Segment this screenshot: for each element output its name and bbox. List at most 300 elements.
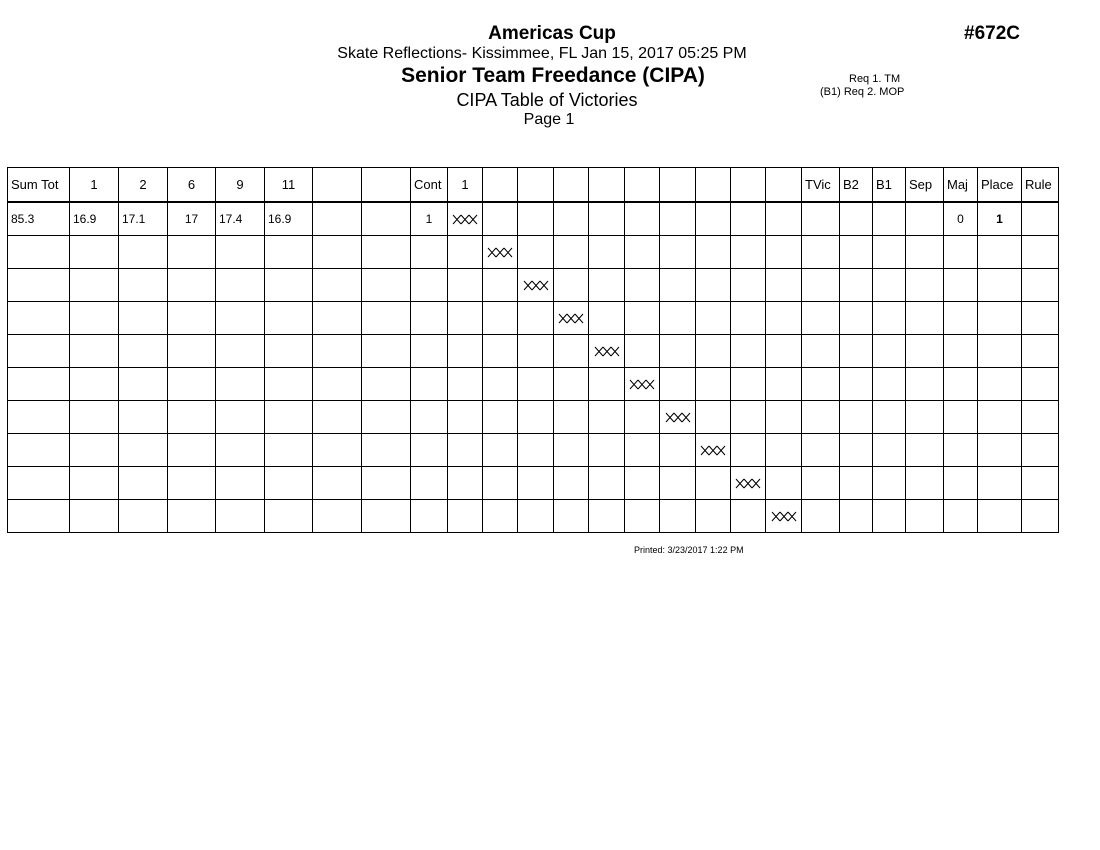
table-cell xyxy=(8,335,70,368)
table-cell xyxy=(978,335,1022,368)
table-cell xyxy=(873,500,906,533)
table-cell xyxy=(518,368,554,401)
table-cell xyxy=(873,302,906,335)
table-cell xyxy=(766,401,802,434)
table-cell xyxy=(216,269,265,302)
table-cell xyxy=(731,269,766,302)
table-cell xyxy=(483,302,518,335)
table-cell xyxy=(119,368,168,401)
table-cell xyxy=(411,500,448,533)
table-cell xyxy=(313,269,362,302)
table-cell xyxy=(70,236,119,269)
table-cell: 17.4 xyxy=(216,202,265,236)
table-cell xyxy=(906,236,944,269)
table-cell xyxy=(265,236,313,269)
table-cell xyxy=(873,335,906,368)
table-cell xyxy=(313,500,362,533)
table-cell xyxy=(1022,467,1059,500)
table-title: CIPA Table of Victories xyxy=(456,90,638,110)
table-cell xyxy=(70,500,119,533)
table-cell xyxy=(589,500,625,533)
table-cell xyxy=(216,302,265,335)
table-cell xyxy=(766,302,802,335)
table-cell xyxy=(766,335,802,368)
self-cell-marker xyxy=(589,335,625,368)
table-cell xyxy=(696,202,731,236)
table-row xyxy=(8,236,1059,269)
venue-date-line: Skate Reflections- Kissimmee, FL Jan 15, 2017 05:25 PM xyxy=(337,45,747,62)
table-cell xyxy=(802,335,840,368)
table-cell xyxy=(906,302,944,335)
table-cell xyxy=(1022,500,1059,533)
table-cell xyxy=(802,401,840,434)
table-cell xyxy=(8,368,70,401)
table-cell xyxy=(411,368,448,401)
table-cell xyxy=(554,500,589,533)
table-cell xyxy=(119,269,168,302)
table-cell xyxy=(70,401,119,434)
table-cell xyxy=(554,269,589,302)
table-cell xyxy=(978,269,1022,302)
table-cell xyxy=(265,302,313,335)
table-cell xyxy=(518,335,554,368)
table-cell xyxy=(589,467,625,500)
table-cell xyxy=(265,368,313,401)
table-cell xyxy=(362,401,411,434)
column-header: Maj xyxy=(944,168,978,203)
column-header: 11 xyxy=(265,168,313,203)
table-cell xyxy=(483,202,518,236)
table-cell: 0 xyxy=(944,202,978,236)
table-cell xyxy=(660,467,696,500)
column-header xyxy=(625,168,660,203)
table-cell xyxy=(944,269,978,302)
table-cell xyxy=(483,368,518,401)
table-cell xyxy=(660,236,696,269)
table-cell xyxy=(906,368,944,401)
column-header: Cont xyxy=(411,168,448,203)
table-cell xyxy=(168,500,216,533)
column-header: 9 xyxy=(216,168,265,203)
table-cell xyxy=(978,368,1022,401)
table-cell xyxy=(8,434,70,467)
table-cell xyxy=(944,236,978,269)
table-cell xyxy=(840,269,873,302)
table-cell xyxy=(625,335,660,368)
table-row xyxy=(8,467,1059,500)
table-cell xyxy=(660,302,696,335)
table-cell xyxy=(119,302,168,335)
table-cell xyxy=(448,269,483,302)
column-header xyxy=(362,168,411,203)
table-cell xyxy=(411,434,448,467)
table-cell xyxy=(589,269,625,302)
table-cell xyxy=(119,401,168,434)
table-cell xyxy=(448,368,483,401)
self-cell-marker xyxy=(554,302,589,335)
table-cell xyxy=(448,434,483,467)
table-cell xyxy=(944,368,978,401)
table-cell xyxy=(518,467,554,500)
table-cell xyxy=(313,202,362,236)
table-cell xyxy=(1022,236,1059,269)
table-cell xyxy=(840,335,873,368)
table-cell xyxy=(70,368,119,401)
table-cell: 17.1 xyxy=(119,202,168,236)
table-cell xyxy=(802,467,840,500)
table-row xyxy=(8,269,1059,302)
requirement-2: (B1) Req 2. MOP xyxy=(820,86,905,98)
table-cell xyxy=(518,302,554,335)
table-cell xyxy=(625,236,660,269)
table-cell xyxy=(70,335,119,368)
self-cell-marker xyxy=(518,269,554,302)
table-cell xyxy=(411,302,448,335)
table-cell xyxy=(168,269,216,302)
table-cell xyxy=(731,500,766,533)
table-cell xyxy=(362,302,411,335)
table-cell xyxy=(216,368,265,401)
table-cell xyxy=(660,434,696,467)
table-cell xyxy=(802,269,840,302)
table-cell: 16.9 xyxy=(70,202,119,236)
column-header xyxy=(766,168,802,203)
column-header: 2 xyxy=(119,168,168,203)
column-header xyxy=(554,168,589,203)
column-header xyxy=(518,168,554,203)
table-cell xyxy=(518,401,554,434)
table-cell xyxy=(448,335,483,368)
table-cell xyxy=(766,236,802,269)
column-header: Sum Tot xyxy=(8,168,70,203)
table-cell xyxy=(840,467,873,500)
table-cell xyxy=(660,500,696,533)
table-cell xyxy=(313,335,362,368)
table-cell xyxy=(448,401,483,434)
victories-table xyxy=(7,167,1059,533)
table-cell xyxy=(411,236,448,269)
self-cell-marker xyxy=(660,401,696,434)
table-cell xyxy=(362,434,411,467)
table-cell xyxy=(802,368,840,401)
table-cell xyxy=(448,467,483,500)
table-cell xyxy=(216,401,265,434)
table-cell xyxy=(168,368,216,401)
table-cell xyxy=(696,467,731,500)
column-header xyxy=(731,168,766,203)
table-cell xyxy=(906,269,944,302)
event-name: Senior Team Freedance (CIPA) xyxy=(401,64,705,87)
table-cell xyxy=(168,335,216,368)
table-cell xyxy=(944,500,978,533)
table-cell xyxy=(554,467,589,500)
table-cell xyxy=(119,500,168,533)
table-row xyxy=(8,401,1059,434)
table-row xyxy=(8,368,1059,401)
table-cell xyxy=(168,401,216,434)
table-cell xyxy=(265,467,313,500)
table-cell xyxy=(168,434,216,467)
column-header xyxy=(696,168,731,203)
table-cell xyxy=(731,335,766,368)
table-cell xyxy=(589,401,625,434)
table-cell xyxy=(1022,368,1059,401)
self-cell-marker xyxy=(625,368,660,401)
table-cell xyxy=(265,500,313,533)
table-cell xyxy=(168,302,216,335)
table-cell xyxy=(518,202,554,236)
table-cell xyxy=(313,302,362,335)
column-header: 1 xyxy=(70,168,119,203)
table-cell xyxy=(589,302,625,335)
column-header: Sep xyxy=(906,168,944,203)
table-cell: 1 xyxy=(978,202,1022,236)
table-cell xyxy=(8,269,70,302)
table-cell xyxy=(944,302,978,335)
table-cell xyxy=(840,500,873,533)
self-cell-marker xyxy=(448,202,483,236)
table-cell: 1 xyxy=(411,202,448,236)
table-cell xyxy=(265,269,313,302)
table-cell xyxy=(873,202,906,236)
table-cell xyxy=(119,236,168,269)
table-cell xyxy=(625,434,660,467)
table-cell xyxy=(660,368,696,401)
table-cell xyxy=(625,500,660,533)
table-cell xyxy=(168,236,216,269)
table-cell xyxy=(873,467,906,500)
table-cell: 17 xyxy=(168,202,216,236)
table-cell xyxy=(216,335,265,368)
table-cell xyxy=(119,335,168,368)
table-cell xyxy=(589,202,625,236)
requirement-1: Req 1. TM xyxy=(849,73,901,85)
table-cell xyxy=(313,434,362,467)
table-cell xyxy=(362,467,411,500)
column-header: TVic xyxy=(802,168,840,203)
table-cell xyxy=(906,335,944,368)
table-cell xyxy=(840,434,873,467)
table-cell xyxy=(660,269,696,302)
table-cell xyxy=(625,467,660,500)
table-cell xyxy=(840,401,873,434)
table-cell xyxy=(265,401,313,434)
table-cell xyxy=(802,202,840,236)
table-row xyxy=(8,335,1059,368)
table-cell xyxy=(8,302,70,335)
table-cell xyxy=(448,236,483,269)
table-cell xyxy=(554,335,589,368)
table-cell xyxy=(802,302,840,335)
table-cell xyxy=(589,434,625,467)
table-cell xyxy=(696,335,731,368)
table-cell xyxy=(1022,401,1059,434)
table-header-row xyxy=(8,168,1059,203)
column-header: 1 xyxy=(448,168,483,203)
table-cell xyxy=(906,467,944,500)
table-cell xyxy=(362,236,411,269)
table-cell xyxy=(696,236,731,269)
table-cell xyxy=(313,236,362,269)
column-header: Place xyxy=(978,168,1022,203)
table-cell xyxy=(313,401,362,434)
table-cell xyxy=(216,467,265,500)
table-cell xyxy=(70,467,119,500)
table-cell xyxy=(411,401,448,434)
table-cell xyxy=(696,302,731,335)
table-cell xyxy=(411,269,448,302)
table-cell xyxy=(411,335,448,368)
table-cell xyxy=(625,202,660,236)
column-header: 6 xyxy=(168,168,216,203)
table-cell xyxy=(8,467,70,500)
table-cell xyxy=(731,434,766,467)
table-cell xyxy=(978,236,1022,269)
table-row xyxy=(8,202,1059,236)
table-cell xyxy=(216,434,265,467)
page-number: Page 1 xyxy=(523,111,575,128)
table-cell xyxy=(483,467,518,500)
table-cell xyxy=(978,500,1022,533)
table-cell xyxy=(8,500,70,533)
table-cell xyxy=(731,236,766,269)
table-cell xyxy=(840,302,873,335)
table-cell xyxy=(483,335,518,368)
table-cell xyxy=(696,500,731,533)
table-cell xyxy=(518,434,554,467)
table-cell xyxy=(483,401,518,434)
table-cell xyxy=(625,302,660,335)
table-cell xyxy=(483,434,518,467)
column-header xyxy=(483,168,518,203)
table-cell xyxy=(696,401,731,434)
table-cell xyxy=(518,500,554,533)
column-header: B2 xyxy=(840,168,873,203)
table-cell xyxy=(313,368,362,401)
table-cell xyxy=(313,467,362,500)
column-header xyxy=(313,168,362,203)
table-cell xyxy=(554,368,589,401)
table-cell xyxy=(589,236,625,269)
table-cell xyxy=(554,236,589,269)
table-cell xyxy=(873,368,906,401)
column-header: B1 xyxy=(873,168,906,203)
table-cell xyxy=(119,467,168,500)
self-cell-marker xyxy=(766,500,802,533)
table-cell xyxy=(731,368,766,401)
table-cell xyxy=(70,434,119,467)
table-cell xyxy=(906,500,944,533)
table-cell xyxy=(873,401,906,434)
table-cell xyxy=(265,434,313,467)
table-cell xyxy=(978,434,1022,467)
table-cell xyxy=(362,269,411,302)
table-cell xyxy=(1022,202,1059,236)
table-cell xyxy=(625,401,660,434)
table-cell xyxy=(840,368,873,401)
table-cell xyxy=(362,368,411,401)
table-cell xyxy=(873,269,906,302)
table-cell xyxy=(554,202,589,236)
table-cell xyxy=(119,434,168,467)
table-cell xyxy=(216,500,265,533)
table-cell xyxy=(802,434,840,467)
table-cell xyxy=(840,236,873,269)
table-row xyxy=(8,500,1059,533)
table-cell xyxy=(216,236,265,269)
table-cell xyxy=(70,302,119,335)
table-cell xyxy=(448,302,483,335)
table-cell xyxy=(362,335,411,368)
table-cell xyxy=(362,202,411,236)
table-cell xyxy=(944,335,978,368)
table-cell xyxy=(1022,269,1059,302)
event-number: #672C xyxy=(964,23,1020,44)
table-cell xyxy=(906,434,944,467)
table-cell xyxy=(70,269,119,302)
table-cell xyxy=(802,500,840,533)
table-row xyxy=(8,302,1059,335)
table-cell xyxy=(906,202,944,236)
table-cell xyxy=(696,269,731,302)
table-cell xyxy=(696,368,731,401)
table-cell xyxy=(766,202,802,236)
table-cell xyxy=(944,401,978,434)
table-cell xyxy=(265,335,313,368)
table-cell xyxy=(8,236,70,269)
table-cell xyxy=(873,434,906,467)
table-cell xyxy=(944,434,978,467)
table-cell xyxy=(1022,302,1059,335)
table-cell xyxy=(731,202,766,236)
table-cell xyxy=(906,401,944,434)
table-cell: 85.3 xyxy=(8,202,70,236)
table-cell xyxy=(873,236,906,269)
table-cell xyxy=(1022,335,1059,368)
table-cell xyxy=(978,401,1022,434)
table-cell xyxy=(554,401,589,434)
competition-title: Americas Cup xyxy=(488,23,616,44)
column-header xyxy=(589,168,625,203)
column-header xyxy=(660,168,696,203)
table-cell xyxy=(625,269,660,302)
table-cell: 16.9 xyxy=(265,202,313,236)
table-cell xyxy=(483,500,518,533)
table-cell xyxy=(978,467,1022,500)
table-cell xyxy=(411,467,448,500)
table-cell xyxy=(840,202,873,236)
table-cell xyxy=(944,467,978,500)
table-row xyxy=(8,434,1059,467)
printed-timestamp: Printed: 3/23/2017 1:22 PM xyxy=(634,545,744,555)
table-cell xyxy=(518,236,554,269)
table-cell xyxy=(660,335,696,368)
table-cell xyxy=(483,269,518,302)
column-header: Rule xyxy=(1022,168,1059,203)
self-cell-marker xyxy=(731,467,766,500)
table-cell xyxy=(731,401,766,434)
table-cell xyxy=(766,368,802,401)
table-cell xyxy=(766,269,802,302)
table-cell xyxy=(168,467,216,500)
table-cell xyxy=(554,434,589,467)
table-cell xyxy=(766,467,802,500)
table-cell xyxy=(802,236,840,269)
self-cell-marker xyxy=(483,236,518,269)
table-cell xyxy=(8,401,70,434)
table-cell xyxy=(362,500,411,533)
table-cell xyxy=(978,302,1022,335)
